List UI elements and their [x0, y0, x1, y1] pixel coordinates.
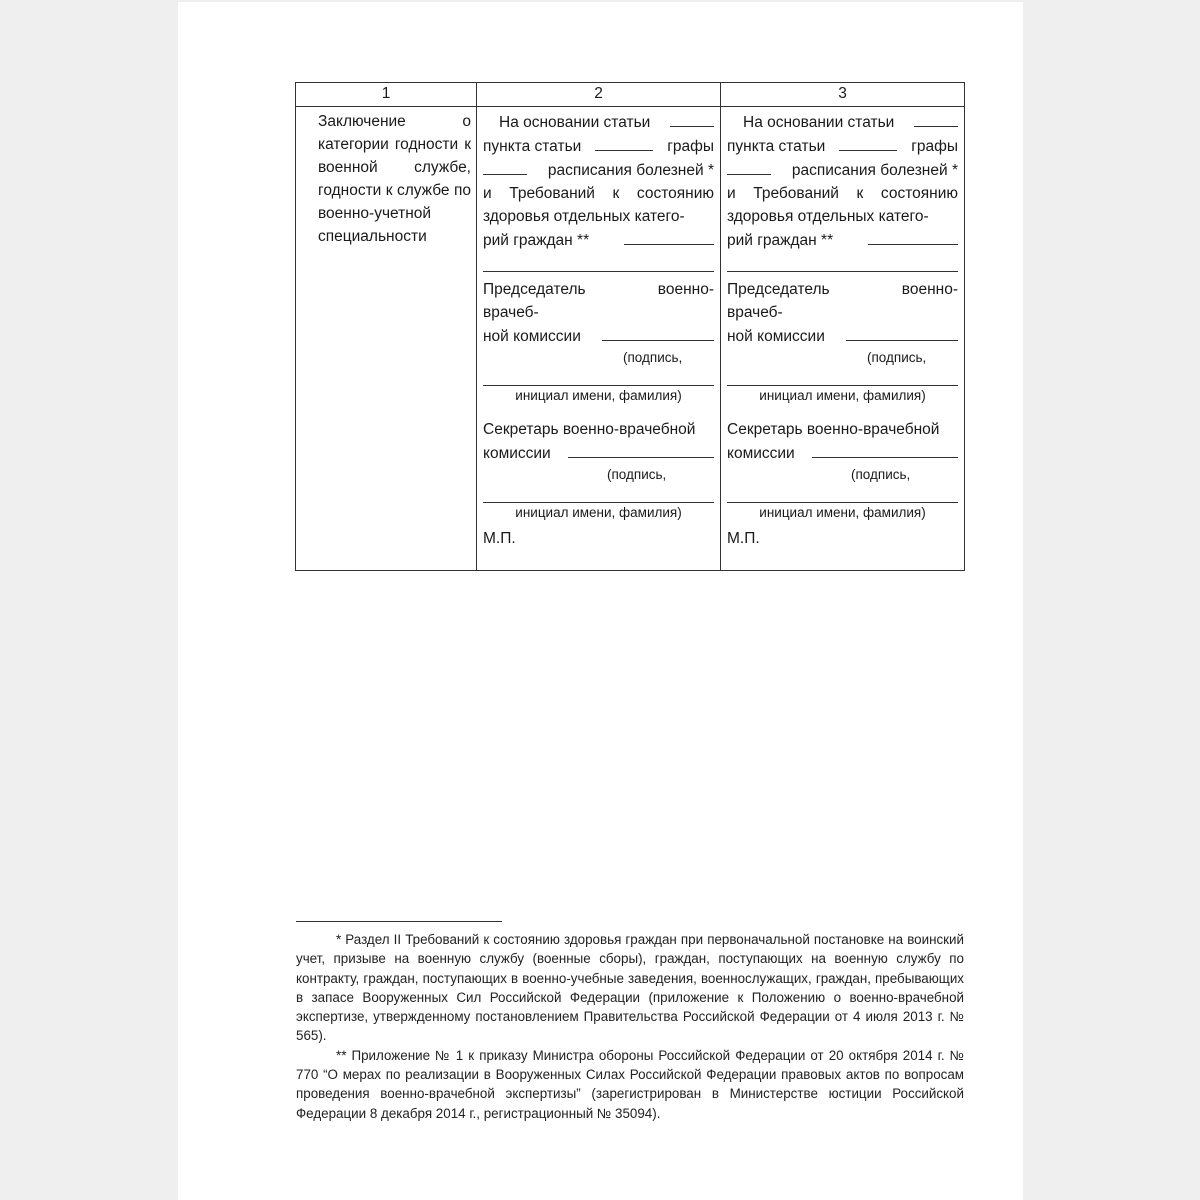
- chair-title: военно-: [657, 281, 714, 298]
- name-hint: инициал имени, фамилия): [759, 505, 926, 520]
- basis-text: расписания болезней *: [547, 162, 714, 179]
- secretary-line-2: [483, 441, 714, 465]
- secretary-signature-blank[interactable]: [568, 441, 714, 458]
- item-blank[interactable]: [595, 134, 653, 151]
- name-hint: инициал имени, фамилия): [515, 505, 682, 520]
- footnote-2: ** Приложение № 1 к приказу Министра обороны Российской Федерации от 20 октября 2014 г. № 770 “О мерах по реализации в Вооруженных Силах Российской Федерации правовых актов по вопросам проведения военно-врачебной экспертизы” (зарегистрирован в Министерстве юстиции Российской Федерации 8 декабря 2014 г., регистрационный № 35094).: [296, 1047, 964, 1121]
- basis-text: графы: [911, 138, 958, 155]
- basis-text: графы: [667, 138, 714, 155]
- table-header-row: [296, 83, 965, 107]
- secretary-name-blank[interactable]: [483, 491, 714, 503]
- stamp-place: М.П.: [727, 530, 760, 547]
- name-hint: инициал имени, фамилия): [759, 388, 926, 403]
- basis-text: На основании статьи: [499, 114, 651, 131]
- basis-line-2: [483, 134, 714, 158]
- chair-line-1: [727, 278, 958, 301]
- footnote-1: * Раздел II Требований к состоянию здоровья граждан при первоначальной постановке на воинский учет, призыве на военную службу (военные сборы), граждан, поступающих на военную службу по контракту, граждан, поступающих в военно-учебные заведения, военнослужащих, граждан, пребывающих в запасе Вооруженных Сил Российской Федерации (приложение к Положению о военно-врачебной экспертизе, утвержденному постановлением Правительства Российской Федерации от 4 июля 2013 г. № 565).: [296, 932, 964, 1044]
- requirements-blank[interactable]: [624, 228, 714, 245]
- article-blank[interactable]: [914, 110, 958, 127]
- header-col-1: 1: [296, 83, 477, 107]
- secretary-title: Секретарь военно-врачебной: [727, 421, 940, 438]
- secretary-title: Секретарь военно-врачебной: [483, 421, 696, 438]
- chair-title: Председатель: [483, 281, 586, 298]
- requirements-blank[interactable]: [868, 228, 958, 245]
- signature-hint: (подпись,: [851, 467, 911, 482]
- header-col-3: 3: [721, 83, 965, 107]
- document-page: [178, 2, 1023, 1200]
- basis-line-2: [727, 134, 958, 158]
- conclusion-label: Заключение о категории годности к военной службе, годности к службе по военно-учетной специальности: [318, 113, 471, 245]
- chair-title: ной комиссии: [483, 328, 581, 345]
- article-blank[interactable]: [670, 110, 714, 127]
- signature-hint: (подпись,: [867, 350, 927, 365]
- secretary-title: комиссии: [483, 445, 551, 462]
- basis-line-1: [727, 110, 958, 134]
- basis-continuation-blank[interactable]: [727, 260, 958, 272]
- basis-text: расписания болезней *: [791, 162, 958, 179]
- signature-hint: (подпись,: [623, 350, 683, 365]
- commission-cell-3: [721, 107, 965, 571]
- basis-text: и Требований к состоянию здоровья отдельных катего-: [727, 185, 958, 225]
- table-body-row: [296, 107, 965, 571]
- name-hint: инициал имени, фамилия): [515, 388, 682, 403]
- secretary-line-2: [727, 441, 958, 465]
- chair-title: врачеб-: [727, 304, 783, 321]
- chair-line-1: [483, 278, 714, 301]
- basis-text: пункта статьи: [483, 138, 582, 155]
- conclusion-label-cell: [296, 107, 477, 571]
- stamp-place: М.П.: [483, 530, 516, 547]
- chair-name-blank[interactable]: [483, 374, 714, 386]
- column-blank[interactable]: [727, 158, 771, 175]
- basis-text: рий граждан **: [727, 232, 834, 249]
- basis-text: и Требований к состоянию здоровья отдельных катего-: [483, 185, 714, 225]
- chair-title: Председатель: [727, 281, 830, 298]
- chair-line-3: [727, 324, 958, 348]
- secretary-title: комиссии: [727, 445, 795, 462]
- footnotes: [296, 930, 964, 1123]
- basis-line-1: [483, 110, 714, 134]
- basis-text: рий граждан **: [483, 232, 590, 249]
- basis-line-3: [483, 158, 714, 182]
- chair-signature-blank[interactable]: [846, 324, 958, 341]
- chair-signature-blank[interactable]: [602, 324, 714, 341]
- column-blank[interactable]: [483, 158, 527, 175]
- item-blank[interactable]: [839, 134, 897, 151]
- basis-line-3: [727, 158, 958, 182]
- basis-line-5: [727, 228, 958, 252]
- chair-name-blank[interactable]: [727, 374, 958, 386]
- footnote-separator: [296, 921, 502, 922]
- chair-title: врачеб-: [483, 304, 539, 321]
- commission-cell-2: [477, 107, 721, 571]
- basis-text: На основании статьи: [743, 114, 895, 131]
- chair-title: ной комиссии: [727, 328, 825, 345]
- signature-hint: (подпись,: [607, 467, 667, 482]
- secretary-signature-blank[interactable]: [812, 441, 958, 458]
- basis-text: пункта статьи: [727, 138, 826, 155]
- header-col-2: 2: [477, 83, 721, 107]
- basis-continuation-blank[interactable]: [483, 260, 714, 272]
- conclusion-table: [295, 82, 965, 571]
- chair-title: военно-: [901, 281, 958, 298]
- basis-line-5: [483, 228, 714, 252]
- chair-line-3: [483, 324, 714, 348]
- secretary-name-blank[interactable]: [727, 491, 958, 503]
